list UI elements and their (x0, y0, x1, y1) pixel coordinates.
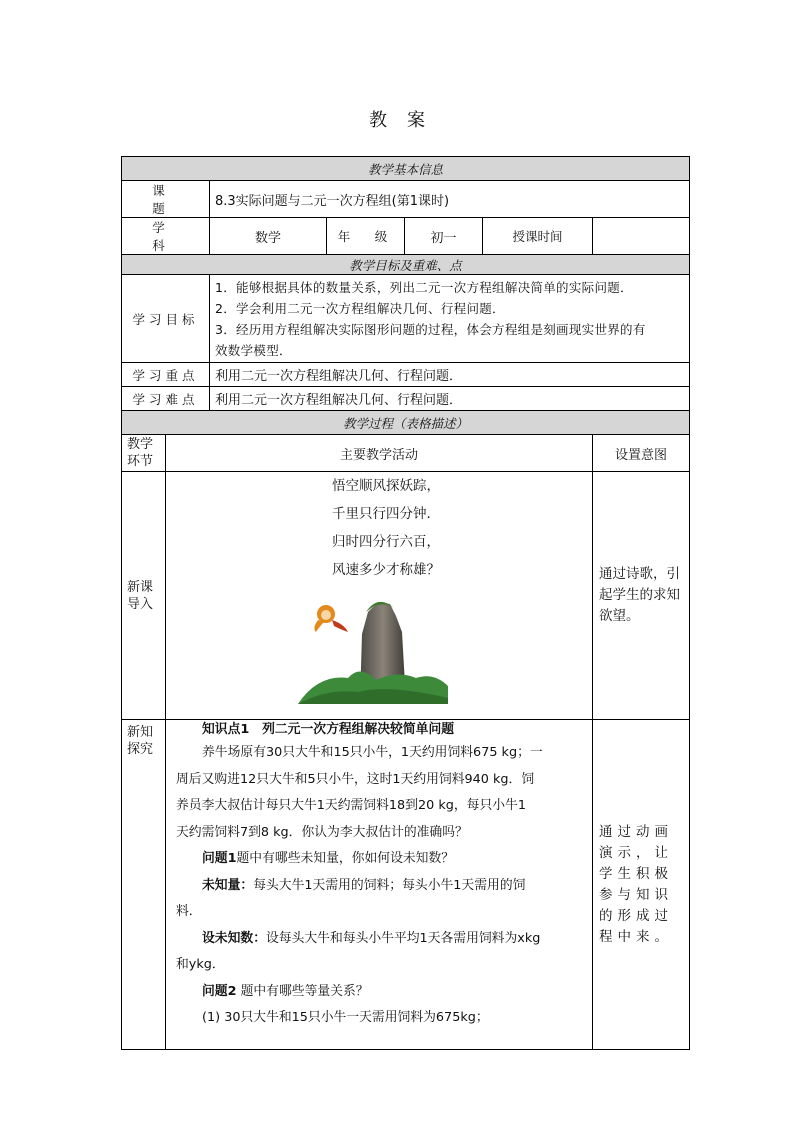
difficult-point-label: 学习难点 (122, 387, 210, 411)
poem-line: 悟空顺风探妖踪， (332, 478, 440, 494)
knowledge-point-title: 知识点1 列二元一次方程组解决较简单问题 (202, 722, 455, 737)
explore-activity (166, 720, 593, 1050)
intro-stage-label: 新课 导入 (122, 472, 166, 720)
monkey-king-mountain-image (298, 594, 448, 704)
set-variables-line: 设未知数：设每头大牛和每头小牛平均1天各需用饲料为xkg (202, 930, 541, 946)
course-label: 课 题 (122, 181, 210, 218)
problem-text: 养员李大叔估计每只大牛1天约需饲料18到20 kg，每只小牛1 (176, 798, 526, 813)
basic-info-header: 教学基本信息 (122, 157, 690, 181)
mountain-illustration (298, 594, 448, 704)
lesson-table (121, 156, 690, 1050)
problem-text: 周后又购进12只大牛和5只小牛，这时1天约用饲料940 kg．饲 (176, 771, 535, 787)
subject-label: 学 科 (122, 218, 210, 255)
set-variables-line: 和ykg． (176, 957, 225, 972)
problem-text: 天约需饲料7到8 kg．你认为李大叔估计的准确吗？ (176, 824, 468, 840)
poem-line: 风速多少才称雄？ (332, 562, 440, 578)
equation-1: (1) 30只大牛和15只小牛一天需用饲料为675kg； (202, 1010, 489, 1025)
grade-value: 初一 (405, 218, 483, 255)
explore-stage-label: 新知 探究 (122, 720, 166, 1050)
time-value (593, 218, 690, 255)
stage-column-header: 教学 环节 (122, 435, 166, 472)
question-1: 问题1题中有哪些未知量，你如何设未知数？ (202, 851, 455, 866)
problem-text: 养牛场原有30只大牛和15只小牛，1天约用饲料675 kg；一 (202, 745, 543, 760)
goal-item: 效数学模型． (215, 342, 292, 358)
course-value: 8.3实际问题与二元一次方程组(第1课时) (210, 181, 690, 218)
intro-activity (166, 472, 593, 720)
time-label: 授课时间 (483, 218, 593, 255)
goal-item: 2．学会利用二元一次方程组解决几何、行程问题． (215, 300, 505, 316)
intro-intent: 通过诗歌，引起学生的求知欲望。 (593, 472, 690, 720)
poem-line: 归时四分行六百， (332, 534, 440, 550)
process-header: 教学过程（表格描述） (122, 411, 690, 435)
goal-item: 1．能够根据具体的数量关系，列出二元一次方程组解决简单的实际问题． (215, 279, 633, 295)
poem-line: 千里只行四分钟． (332, 506, 440, 522)
goals-list (210, 275, 690, 363)
unknowns-line: 料． (176, 904, 202, 919)
activity-column-header: 主要教学活动 (166, 435, 593, 472)
key-point-label: 学习重点 (122, 363, 210, 387)
subject-value: 数学 (210, 218, 327, 255)
goal-item: 3．经历用方程组解决实际图形问题的过程，体会方程组是刻画现实世界的有 (215, 321, 646, 337)
page-title: 教 案 (369, 110, 425, 131)
monkey-king-icon (314, 605, 348, 632)
explore-intent: 通过动画演示，让学生积极参与知识的形成过程中来。 (593, 720, 690, 1050)
key-point-value: 利用二元一次方程组解决几何、行程问题． (210, 363, 690, 387)
goals-label: 学习目标 (122, 275, 210, 363)
grade-label: 年 级 (327, 218, 405, 255)
intent-column-header: 设置意图 (593, 435, 690, 472)
question-2: 问题2 题中有哪些等量关系？ (202, 983, 369, 999)
goals-header: 教学目标及重难、点 (122, 255, 690, 275)
difficult-point-value: 利用二元一次方程组解决几何、行程问题． (210, 387, 690, 411)
unknowns-line: 未知量：每头大牛1天需用的饲料；每头小牛1天需用的饲 (202, 877, 526, 893)
